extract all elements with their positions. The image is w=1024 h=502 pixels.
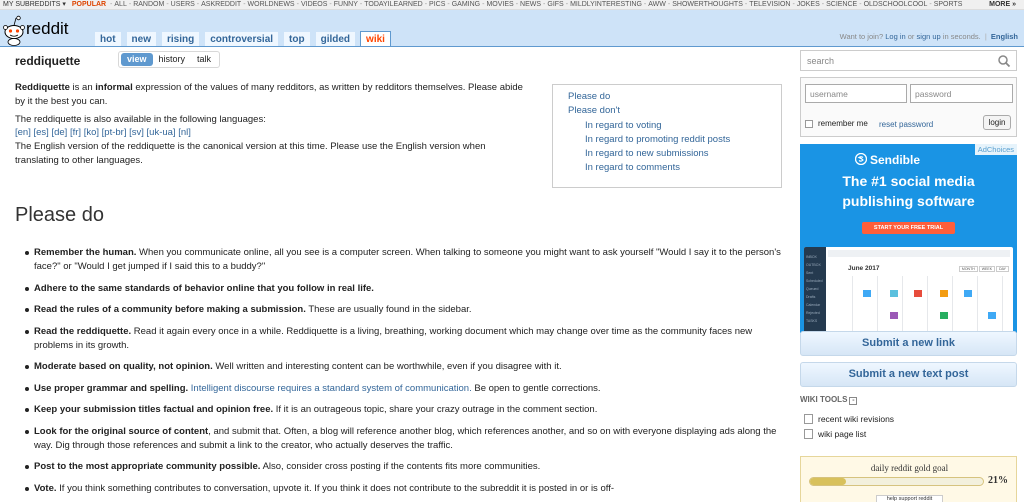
wiki-page-list-link[interactable]: wiki page list	[804, 429, 866, 439]
subreddit-link-all[interactable]: ALL	[114, 1, 127, 8]
language-link[interactable]: [fr]	[69, 127, 82, 139]
subreddit-link-science[interactable]: SCIENCE	[826, 1, 858, 8]
search-input[interactable]: search	[800, 50, 1017, 71]
gold-goal-title: daily reddit gold goal	[870, 463, 949, 473]
language-link[interactable]: [nl]	[178, 127, 191, 139]
ad-nav-item: Scheduled	[806, 279, 823, 283]
language-links	[15, 126, 530, 140]
subreddit-link-movies[interactable]: MOVIES	[486, 1, 514, 8]
wiki-tools-title: WIKI TOOLS -	[800, 395, 857, 405]
ad-screenshot	[804, 247, 1013, 333]
subreddit-link-funny[interactable]: FUNNY	[333, 1, 358, 8]
reddit-logo[interactable]	[2, 13, 90, 46]
ad-view-button: WEEK	[979, 266, 995, 272]
subreddit-link-sports[interactable]: SPORTS	[933, 1, 963, 8]
list-item: Look for the original source of content, and submit that. Often, a blog will reference another blog, which references another, and so on with everyone displaying ads along the way. Dig through those references and submit a link to the creator, who actually deserves the traffic.	[34, 425, 784, 454]
section-heading: Please do	[15, 204, 104, 226]
recent-wiki-revisions-link[interactable]: recent wiki revisions	[804, 414, 894, 424]
sendible-ad[interactable]	[800, 144, 1017, 333]
wiki-tab-view[interactable]: view	[121, 53, 153, 66]
ad-nav-item: Calendar	[806, 303, 821, 307]
signup-link[interactable]: sign up	[916, 32, 941, 41]
list-item: Use proper grammar and spelling. Intelligent discourse requires a standard system of communication. Be open to gentle corrections.	[34, 382, 784, 396]
language-link[interactable]: [sv]	[129, 127, 144, 139]
tab-gilded[interactable]: gilded	[315, 31, 356, 46]
toc-sublink[interactable]: In regard to new submissions	[585, 148, 709, 160]
gold-goal	[800, 456, 1017, 502]
intro-paragraph-2: The reddiquette is also available in the following languages:	[15, 113, 266, 125]
gold-percent: 21%	[988, 475, 1008, 486]
remember-me-checkbox[interactable]	[805, 120, 813, 128]
language-link[interactable]: [ko]	[83, 127, 99, 139]
subreddit-link-random[interactable]: RANDOM	[133, 1, 165, 8]
subreddit-link-jokes[interactable]: JOKES	[796, 1, 820, 8]
subreddit-link-mildlyinteresting[interactable]: MILDLYINTERESTING	[570, 1, 642, 8]
language-link[interactable]: [es]	[33, 127, 49, 139]
wiki-tabs	[118, 51, 220, 68]
ad-cta-button[interactable]: START YOUR FREE TRIAL	[862, 222, 955, 234]
subreddit-link-television[interactable]: TELEVISION	[749, 1, 791, 8]
list-item: Post to the most appropriate community possible. Also, consider cross posting if the contents fits more communities.	[34, 460, 784, 474]
gold-progress-bar	[809, 477, 984, 486]
toc-sublink[interactable]: In regard to voting	[585, 119, 662, 131]
ad-toolbar	[828, 250, 1010, 257]
toc-link[interactable]: Please don't	[568, 105, 620, 117]
tab-top[interactable]: top	[283, 31, 311, 46]
ad-view-button: MONTH	[959, 266, 978, 272]
subreddit-link-askreddit[interactable]: ASKREDDIT	[201, 1, 242, 8]
reddit-wordmark: reddit	[26, 19, 69, 38]
collapse-icon[interactable]: -	[849, 397, 857, 405]
list-item: Keep your submission titles factual and opinion free. If it is an outrageous topic, share your crazy outrage in the comment section.	[34, 403, 784, 417]
page-title: reddiquette	[15, 54, 81, 68]
ad-nav	[804, 247, 826, 333]
subreddit-bar	[0, 0, 1024, 10]
subreddit-link-aww[interactable]: AWW	[648, 1, 666, 8]
ad-nav-item: Queued	[806, 287, 819, 291]
intro-paragraph-3: The English version of the reddiquette is the canonical version at this time. Please use the English version when translating to other languages.	[15, 141, 486, 166]
gold-progress-fill	[810, 478, 846, 485]
ad-nav-item: Drafts	[806, 295, 816, 299]
intro-paragraph-1: Reddiquette is an informal expression of the values of many redditors, as written by redditors themselves. Please abide by it the best you can.	[15, 82, 523, 107]
tab-rising[interactable]: rising	[161, 31, 200, 46]
help-support-button[interactable]: help support reddit	[876, 495, 943, 502]
subreddit-link-videos[interactable]: VIDEOS	[300, 1, 328, 8]
list-item: Read the rules of a community before making a submission. These are usually found in the sidebar.	[34, 303, 784, 317]
username-field[interactable]: username	[805, 84, 907, 103]
language-link[interactable]: English	[990, 32, 1018, 41]
intro	[15, 81, 530, 172]
sidebar	[800, 47, 1017, 502]
ad-headline: The #1 social media publishing software	[842, 173, 975, 209]
join-prompt: Want to join? Log in or sign up in seconds. | English	[839, 32, 1018, 41]
subreddit-link-showerthoughts[interactable]: SHOWERTHOUGHTS	[672, 1, 743, 8]
ad-view-buttons	[958, 266, 1009, 272]
ad-month: June 2017	[848, 265, 880, 272]
more-subreddits-link[interactable]: MORE »	[984, 0, 1024, 10]
subreddit-link-news[interactable]: NEWS	[520, 1, 542, 8]
toc-link[interactable]: Please do	[568, 91, 611, 102]
ad-nav-item: OUTBOX	[806, 263, 821, 267]
language-link[interactable]: [en]	[15, 127, 31, 139]
tab-controversial[interactable]: controversial	[204, 31, 279, 46]
toc-sublink[interactable]: In regard to comments	[585, 162, 681, 174]
list-item: Adhere to the same standards of behavior online that you follow in real life.	[34, 282, 784, 296]
subreddit-link-todayilearned[interactable]: TODAYILEARNED	[364, 1, 423, 8]
login-link[interactable]: Log in	[885, 32, 906, 41]
subreddit-link-worldnews[interactable]: WORLDNEWS	[247, 1, 295, 8]
my-subreddits-dropdown[interactable]: MY SUBREDDITS ▾	[0, 1, 66, 8]
subreddit-link-oldschoolcool[interactable]: OLDSCHOOLCOOL	[863, 1, 928, 8]
list-item: Moderate based on quality, not opinion. Well written and interesting content can be worthwhile, even if you disagree with it.	[34, 360, 784, 374]
subreddit-link-gifs[interactable]: GIFS	[547, 1, 564, 8]
subreddit-link-gaming[interactable]: GAMING	[451, 1, 481, 8]
page-icon	[804, 414, 813, 424]
snoo-icon	[4, 16, 25, 45]
header	[0, 10, 1024, 47]
submit-text-button[interactable]: Submit a new text post	[800, 362, 1017, 387]
ad-nav-item: Rejected	[806, 311, 820, 315]
wiki-tab-history[interactable]: history	[158, 54, 186, 64]
wiki-tab-talk[interactable]: talk	[197, 54, 212, 64]
ad-view-button: DAY	[996, 266, 1009, 272]
language-link[interactable]: [pt-br]	[101, 127, 127, 139]
ad-brand: Sendible	[870, 153, 921, 167]
sendible-logo-icon	[855, 153, 867, 165]
language-link[interactable]: [uk-ua]	[146, 127, 176, 139]
ad-nav-item: Sent	[806, 271, 814, 275]
table-of-contents	[552, 84, 782, 188]
reset-password-link[interactable]: reset password	[879, 120, 934, 129]
subreddit-links: - ALL - RANDOM - USERS - ASKREDDIT - WORLDNEWS - VIDEOS - FUNNY - TODAYILEARNED - PICS - GAMING - MOVIES - NEWS - GIFS - MILDLYINTERESTING - AWW - SHOWERTHOUGHTS - TELEVISION - JOKES - SCIENCE - OLDSCHOOLCOOL - SPORTS	[110, 1, 963, 8]
tab-wiki[interactable]: wiki	[360, 31, 391, 46]
sort-tabs	[94, 31, 395, 46]
tab-hot[interactable]: hot	[94, 31, 122, 46]
list-item: Read the reddiquette. Read it again every once in a while. Reddiquette is a living, breathing, working document which may change over time as the community faces new problems in its growth.	[34, 325, 784, 354]
rule-link[interactable]: Intelligent discourse requires a standard system of communication.	[188, 382, 472, 394]
language-link[interactable]: [de]	[51, 127, 68, 139]
page-icon	[804, 429, 813, 439]
submit-link-button[interactable]: Submit a new link	[800, 331, 1017, 356]
list-item: Remember the human. When you communicate online, all you see is a computer screen. When talking to someone you might want to ask yourself "Would I say it to the person's face?" or "Would I get jumped if I said this to a buddy?"	[34, 246, 784, 275]
rules-list	[34, 246, 784, 502]
list-item: Vote. If you think something contributes to conversation, upvote it. If you think it does not contribute to the subreddit it is posted in or is off-	[34, 482, 784, 496]
wiki-content	[0, 47, 795, 502]
remember-me[interactable]: remember me	[805, 119, 868, 128]
search-icon[interactable]	[997, 54, 1011, 68]
subreddit-link-users[interactable]: USERS	[170, 1, 195, 8]
login-form	[800, 77, 1017, 137]
password-field[interactable]: password	[910, 84, 1013, 103]
popular-link[interactable]: POPULAR	[71, 1, 107, 8]
ad-nav-item: INBOX	[806, 255, 817, 259]
tab-new[interactable]: new	[126, 31, 157, 46]
login-button[interactable]: login	[983, 115, 1011, 130]
ad-calendar-grid	[828, 276, 1010, 333]
subreddit-link-pics[interactable]: PICS	[429, 1, 446, 8]
toc-sublink[interactable]: In regard to promoting reddit posts	[585, 133, 731, 145]
adchoices-link[interactable]: AdChoices	[975, 144, 1017, 155]
ad-nav-item: TASKS	[806, 319, 818, 323]
